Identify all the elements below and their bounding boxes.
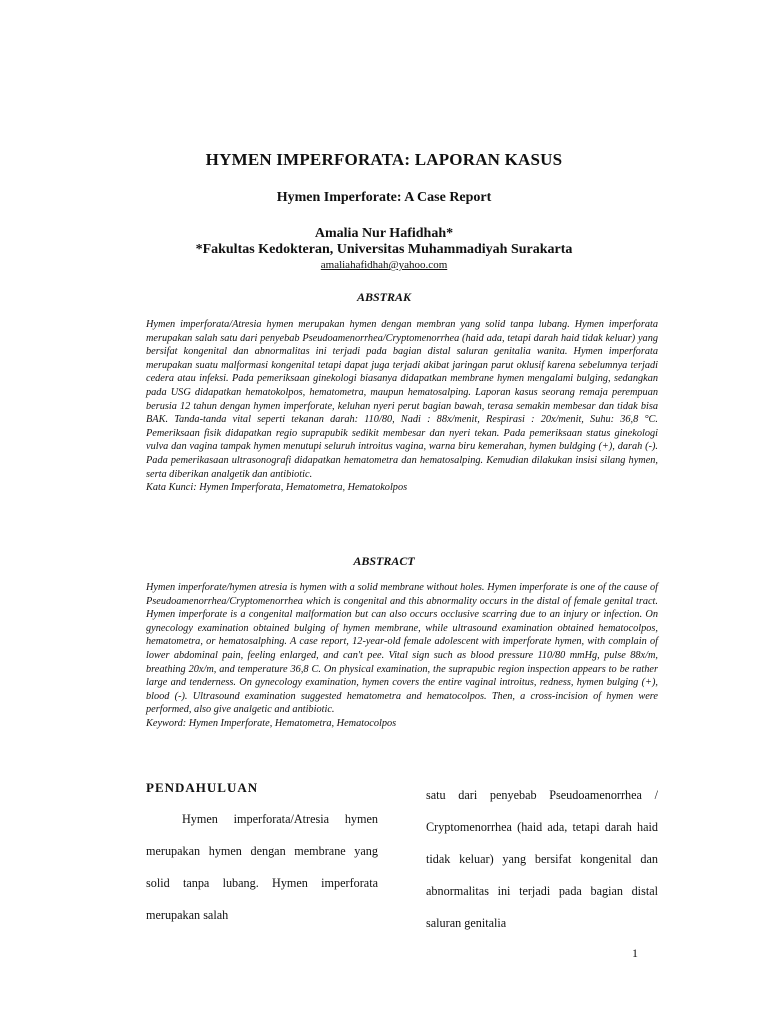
introduction-paragraph-left: Hymen imperforata/Atresia hymen merupakan hymen dengan membrane yang solid tanpa lubang. Hymen imperforata merupakan salah bbox=[146, 812, 378, 922]
abstract-heading: ABSTRACT bbox=[353, 554, 415, 568]
introduction-paragraph-right: satu dari penyebab Pseudoamenorrhea / Cryptomenorrhea (haid ada, tetapi darah haid tidak keluar) yang bersifat kongenital dan abnormalitas ini terjadi pada bagian distal saluran genitalia bbox=[426, 788, 658, 930]
introduction-left-column bbox=[146, 803, 378, 931]
abstract-section bbox=[146, 581, 658, 731]
introduction-right-column bbox=[426, 779, 658, 939]
author-name: Amalia Nur Hafidhah* bbox=[314, 226, 454, 241]
abstract-body: Hymen imperforate/hymen atresia is hymen with a solid membrane without holes. Hymen imperforate is one of the cause of Pseudoamenorrhea/Cryptomenorrhea which is congenital and this abnormality occurs in the distal of female genital tract. Hymen imperforate is a congenital malformation but can also occurs occlusive scarring due to an injury or infection. On gynecology examination obtained bulging of hymen membrane, while ultrasound examination obtained hematocolpos, hematometra, or hematosalphing. A case report, 12-year-old female adolescent with imperforate hymen, with complain of lower abdominal pain, feeling enlarged, and can't pee. Vital sign such as blood pressure 110/80 mmHg, pulse 88x/m, breathing 20x/m, and temperature 36,8 C. On physical examination, the suprapubic region inspection appears to be rather large and tenderness. On gynecology examination, hymen covers the entire vaginal introitus, redness, hymen bulging (+), blood (-). Ultrasound examination suggested hematometra and hematocolpos. Then, a cross-incision of hymen were performed, also give analgetic and antibiotic. bbox=[146, 582, 658, 716]
abstrak-keywords: Kata Kunci: Hymen Imperforata, Hematometra, Hematokolpos bbox=[146, 482, 408, 494]
abstrak-heading: ABSTRAK bbox=[356, 290, 412, 304]
paper-subtitle: Hymen Imperforate: A Case Report bbox=[276, 190, 492, 205]
author-email-link[interactable]: amaliahafidhah@yahoo.com bbox=[320, 259, 448, 271]
introduction-heading: PENDAHULUAN bbox=[146, 780, 259, 795]
abstrak-section bbox=[146, 318, 658, 495]
page-number: 1 bbox=[632, 946, 638, 960]
paper-title: HYMEN IMPERFORATA: LAPORAN KASUS bbox=[205, 150, 563, 169]
author-affiliation: *Fakultas Kedokteran, Universitas Muhammadiyah Surakarta bbox=[195, 242, 573, 257]
abstrak-body: Hymen imperforata/Atresia hymen merupakan hymen dengan membran yang solid tanpa lubang. Hymen imperforata merupakan salah satu dari penyebab Pseudoamenorrhea/Cryptomenorrhea (haid ada, tetapi darah haid tidak keluar) yang bersifat kongenital dan abnormalitas ini terjadi pada bagian distal saluran genitalia wanita. Hymen imperforata merupakan suatu malformasi kongenital tetapi dapat juga terjadi akibat jaringan parut oklusif karena sebelumnya terjadi cedera atau infeksi. Pada pemeriksaan ginekologi biasanya didapatkan membrane hymen mengalami bulging, sedangkan pada USG didapatkan hematokolpos, hematometra, maupun hematosalping. Laporan kasus seorang remaja perempuan berusia 12 tahun dengan hymen imperforate, keluhan nyeri perut bagian bawah, terasa semakin membesar dan tidak bisa BAK. Tanda-tanda vital seperti tekanan darah: 110/80, Nadi : 88x/menit, Respirasi : 20x/menit, Suhu: 36,8 °C. Pemeriksaan fisik didapatkan regio suprapubik sedikit membesar dan nyeri tekan. Pada pemeriksaan status ginekologi vulva dan vagina tampak hymen menutupi seluruh introitus vagina, warna biru kemerahan, hymen buldging (+), darah (-). Pada pemerikasaan ultrasonografi didapatkan hematometra dan hematosalping. Kemudian dilakukan insisi silang hymen, serta diberikan analgetik dan antibiotic. bbox=[146, 319, 658, 480]
abstract-keywords: Keyword: Hymen Imperforate, Hematometra, Hematocolpos bbox=[146, 717, 397, 729]
